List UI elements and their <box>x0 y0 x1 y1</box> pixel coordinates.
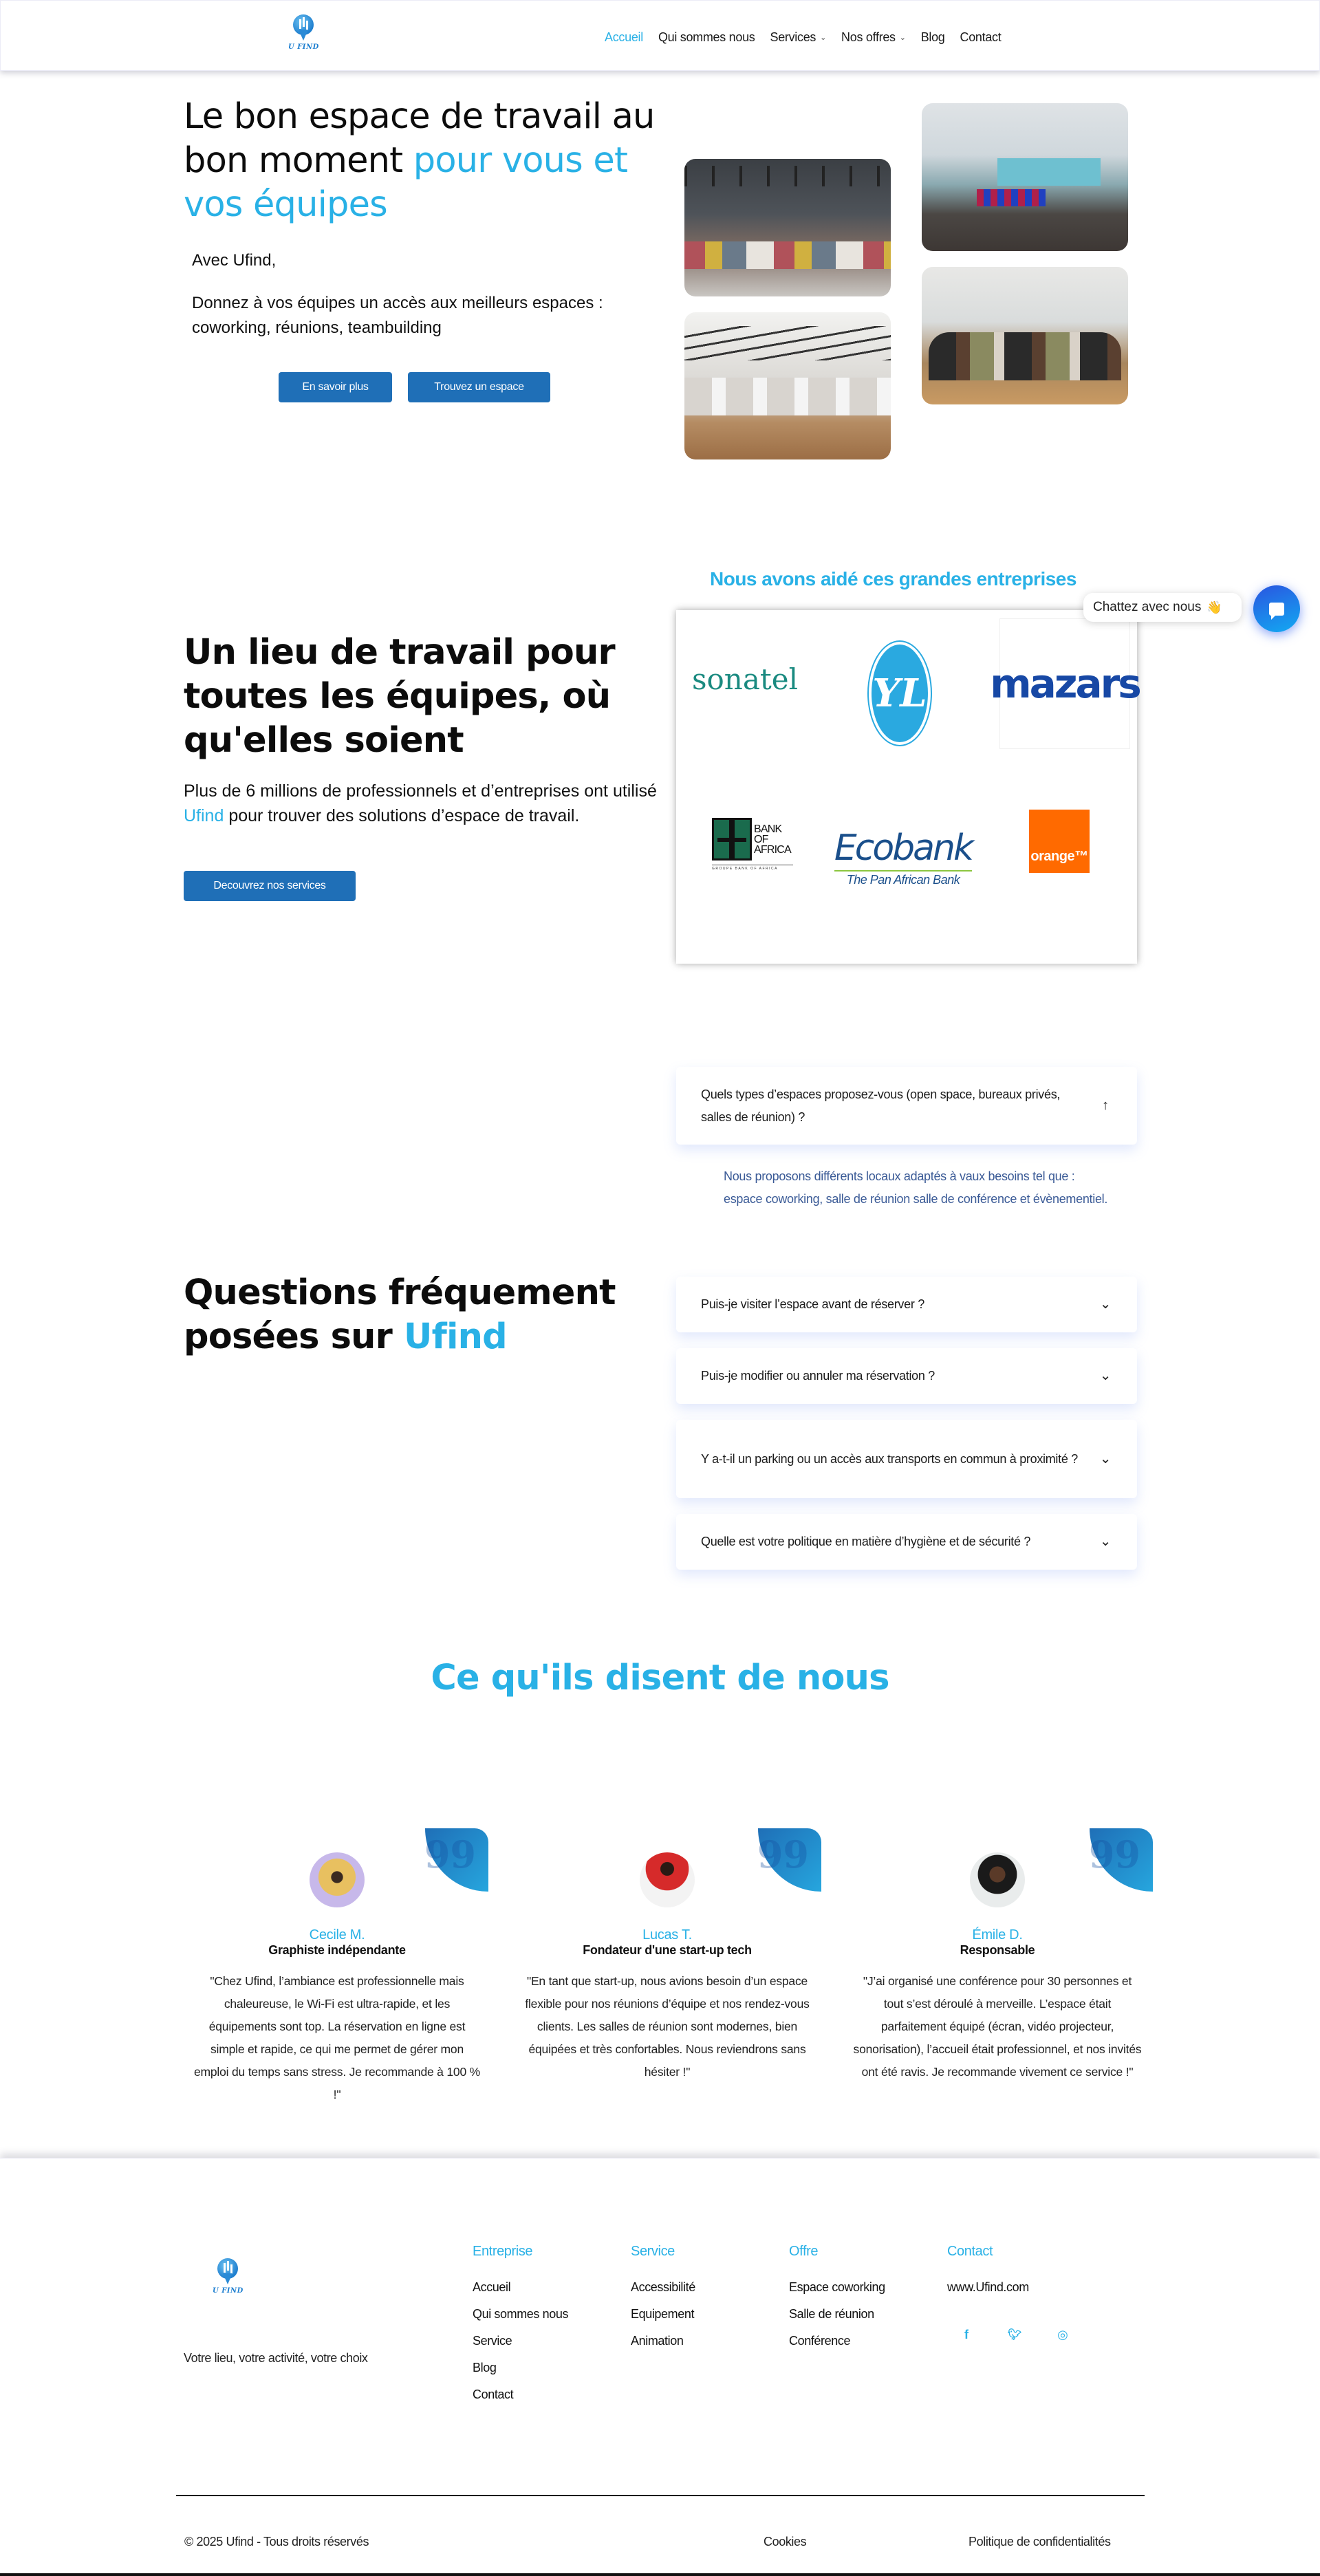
footer-logo[interactable]: U FIND <box>213 2258 244 2295</box>
footer-link-contact[interactable]: Contact <box>473 2388 514 2401</box>
faq-answer: Nous proposons différents locaux adaptés à vaux besoins tel que : espace coworking, salle de réunion salle de conférence et évènementiel. <box>724 1169 1108 1206</box>
privacy-policy-link[interactable]: Politique de confidentialités <box>969 2535 1111 2548</box>
footer-link-qui-sommes-nous[interactable]: Qui sommes nous <box>473 2307 569 2321</box>
main-nav <box>605 30 1016 45</box>
open-plan-desks-photo <box>684 312 891 459</box>
avatar <box>970 1852 1025 1907</box>
social-links <box>960 2328 1070 2342</box>
footer-link-espace-coworking[interactable]: Espace coworking <box>789 2280 885 2294</box>
faq-item[interactable]: Quelle est votre politique en matière d’hygiène et de sécurité ? ⌄ <box>676 1514 1137 1570</box>
orange-logo: orange™ <box>1029 810 1090 873</box>
footer-link-website[interactable]: www.Ufind.com <box>947 2280 1029 2294</box>
avatar <box>310 1852 365 1907</box>
instagram-icon[interactable]: ◎ <box>1057 2328 1068 2341</box>
team-meeting-photo <box>922 267 1128 404</box>
learn-more-button[interactable]: En savoir plus <box>279 372 392 402</box>
faq-title: Questions fréquement posées sur Ufind <box>184 1273 616 1357</box>
nav-accueil[interactable]: Accueil <box>605 30 643 44</box>
quote-icon: 99 <box>757 1832 809 1876</box>
footer-col-contact: Contact www.Ufind.com <box>947 2244 1029 2294</box>
testimonial-card: 99 Émile D. Responsable "J’ai organisé une conférence pour 30 personnes et tout s’est déroulé à merveille. L’espace était parfaitement équipé (écran, vidéo projecteur, sonorisation), l’accueil était professionnel, et nos invités ont été ravis. Je recommande vivement ce service !" <box>832 1816 1162 2119</box>
boa-emblem-icon <box>712 818 752 861</box>
cookies-link[interactable]: Cookies <box>764 2535 807 2548</box>
footer-link-accueil[interactable]: Accueil <box>473 2280 511 2294</box>
coworking-lounge-photo <box>684 159 891 296</box>
teams-description: Plus de 6 millions de professionnels et d’entreprises ont utilisé Ufind pour trouver des solutions d’espace de travail. <box>184 781 657 825</box>
avatar <box>640 1852 695 1907</box>
chevron-down-icon: ⌄ <box>1099 1368 1112 1383</box>
yl-logo: YL <box>869 642 931 745</box>
footer-link-salle-de-reunion[interactable]: Salle de réunion <box>789 2307 874 2321</box>
bottom-bar <box>0 2573 1320 2576</box>
footer-link-accessibilite[interactable]: Accessibilité <box>631 2280 695 2294</box>
footer-link-conference[interactable]: Conférence <box>789 2334 851 2348</box>
twitter-icon[interactable]: 🐦︎ <box>1008 2329 1022 2341</box>
copyright: © 2025 Ufind - Tous droits réservés <box>184 2535 369 2548</box>
quote-badge <box>425 1828 488 1892</box>
open-office-kitchen-photo <box>922 103 1128 251</box>
nav-qui-sommes-nous[interactable]: Qui sommes nous <box>658 30 755 44</box>
chat-prompt[interactable]: Chattez avec nous 👋 <box>1083 593 1242 622</box>
location-pin-icon <box>293 14 314 42</box>
teams-title: Un lieu de travail pour toutes les équipes, où qu'elles soient <box>184 632 615 761</box>
discover-services-button[interactable]: Decouvrez nos services <box>184 871 356 901</box>
mazars-logo: mazars <box>999 618 1130 749</box>
chevron-down-icon: ⌄ <box>820 34 827 42</box>
footer-col-service: Service Accessibilité Equipement Animation <box>631 2244 695 2348</box>
faq-item[interactable]: Puis-je modifier ou annuler ma réservation ? ⌄ <box>676 1348 1137 1404</box>
footer-link-animation[interactable]: Animation <box>631 2334 684 2348</box>
partners-logo-grid <box>676 610 1140 964</box>
quote-badge <box>758 1828 821 1892</box>
footer-col-offre: Offre Espace coworking Salle de réunion Conférence <box>789 2244 885 2348</box>
find-space-button[interactable]: Trouvez un espace <box>408 372 550 402</box>
site-footer <box>0 2158 1320 2576</box>
ecobank-logo: Ecobank The Pan African Bank <box>834 827 973 887</box>
quote-icon: 99 <box>424 1832 476 1876</box>
facebook-icon[interactable]: f <box>964 2328 969 2341</box>
testimonials-title: Ce qu'ils disent de nous <box>431 1658 889 1698</box>
nav-contact[interactable]: Contact <box>960 30 1002 44</box>
footer-link-equipement[interactable]: Equipement <box>631 2307 695 2321</box>
chevron-down-icon: ⌄ <box>1099 1297 1112 1312</box>
nav-services[interactable]: Services ⌄ <box>770 30 827 44</box>
footer-link-service[interactable]: Service <box>473 2334 512 2348</box>
nav-nos-offres[interactable]: Nos offres ⌄ <box>841 30 906 44</box>
bank-of-africa-logo: BANK OF AFRICA GROUPE BANK OF AFRICA <box>712 818 793 871</box>
footer-col-entreprise: Entreprise Accueil Qui sommes nous Service Blog Contact <box>473 2244 569 2401</box>
testimonial-card: 99 Lucas T. Fondateur d'une start-up tech "En tant que start-up, nous avions besoin d’un espace flexible pour nos réunions d’équipe et nos rendez-vous clients. Les salles de réunion sont modernes, bien équipées et très confortables. Nous reviendrons sans hésiter !" <box>502 1816 832 2119</box>
nav-blog[interactable]: Blog <box>920 30 945 44</box>
chat-bubble-icon <box>1269 603 1284 616</box>
site-header <box>0 0 1320 71</box>
hero-description: Donnez à vos équipes un accès aux meilleurs espaces : coworking, réunions, teambuilding <box>192 294 603 337</box>
quote-icon: 99 <box>1088 1832 1140 1876</box>
chevron-down-icon: ⌄ <box>1099 1451 1112 1466</box>
footer-divider <box>176 2495 1145 2496</box>
chevron-down-icon: ⌄ <box>899 34 906 42</box>
footer-tagline: Votre lieu, votre activité, votre choix <box>184 2351 368 2365</box>
faq-item[interactable]: Y a-t-il un parking ou un accès aux transports en commun à proximité ? ⌄ <box>676 1420 1137 1498</box>
chat-launcher-button[interactable] <box>1253 585 1300 632</box>
hero-subtitle: Avec Ufind, <box>192 251 277 270</box>
hero-title: Le bon espace de travail au bon moment pour vous et vos équipes <box>184 96 655 225</box>
faq-item[interactable]: Puis-je visiter l’espace avant de réserver ? ⌄ <box>676 1277 1137 1332</box>
waving-hand-icon: 👋 <box>1207 600 1222 614</box>
chevron-down-icon: ⌄ <box>1099 1534 1112 1549</box>
partners-title: Nous avons aidé ces grandes entreprises <box>710 568 1076 589</box>
logo[interactable]: U FIND <box>288 14 319 51</box>
location-pin-icon <box>217 2258 238 2286</box>
quote-badge <box>1090 1828 1153 1892</box>
faq-item-open[interactable]: Quels types d’espaces proposez-vous (open space, bureaux privés, salles de réunion) ? ↑ <box>676 1067 1137 1145</box>
testimonial-card: 99 Cecile M. Graphiste indépendante "Chez Ufind, l’ambiance est professionnelle mais chaleureuse, le Wi-Fi est ultra-rapide, et les équipements sont top. La réservation en ligne est simple et rapide, ce qui me permet de gérer mon emploi du temps sans stress. Je recommande à 100 % !" <box>172 1816 502 2119</box>
arrow-up-icon: ↑ <box>1102 1098 1109 1113</box>
footer-link-blog[interactable]: Blog <box>473 2361 497 2374</box>
sonatel-logo: sonatel <box>691 662 799 696</box>
